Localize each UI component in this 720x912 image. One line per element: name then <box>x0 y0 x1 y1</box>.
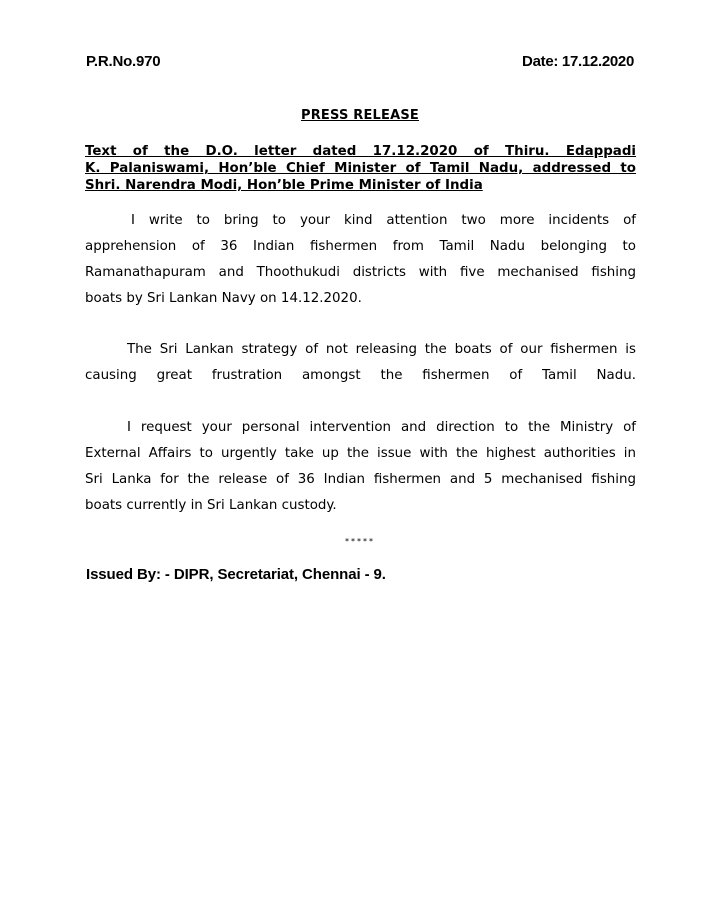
paragraph-line: boats by Sri Lankan Navy on 14.12.2020. <box>85 291 362 306</box>
paragraph-line: boats currently in Sri Lankan custody. <box>85 498 337 513</box>
section-separator: ***** <box>345 537 375 546</box>
paragraph-1 <box>85 208 636 312</box>
document-header <box>86 53 634 75</box>
paragraph-line: I write to bring to your kind attention two more incidents of <box>131 213 636 228</box>
document-title: PRESS RELEASE <box>300 108 420 123</box>
paragraph-line: causing great frustration amongst the fishermen of Tamil Nadu. <box>85 368 636 383</box>
paragraph-line: Sri Lanka for the release of 36 Indian fishermen and 5 mechanised fishing <box>85 472 636 487</box>
paragraph-3 <box>85 415 636 519</box>
subject-line: Shri. Narendra Modi, Hon’ble Prime Minister of India <box>85 178 483 193</box>
paragraph-2 <box>85 337 636 389</box>
release-date: Date: 17.12.2020 <box>522 53 634 70</box>
paragraph-line: I request your personal intervention and direction to the Ministry of <box>127 420 636 435</box>
paragraph-line: apprehension of 36 Indian fishermen from Tamil Nadu belonging to <box>85 239 636 254</box>
press-release-number: P.R.No.970 <box>86 53 161 70</box>
paragraph-line: The Sri Lankan strategy of not releasing the boats of our fishermen is <box>127 342 636 357</box>
paragraph-line: Ramanathapuram and Thoothukudi districts with five mechanised fishing <box>85 265 636 280</box>
subject-heading <box>85 143 636 194</box>
subject-line: K. Palaniswami, Hon’ble Chief Minister of Tamil Nadu, addressed to <box>85 161 636 176</box>
paragraph-line: External Affairs to urgently take up the issue with the highest authorities in <box>85 446 636 461</box>
issued-by-footer: Issued By: - DIPR, Secretariat, Chennai - 9. <box>86 566 386 583</box>
subject-line: Text of the D.O. letter dated 17.12.2020 of Thiru. Edappadi <box>85 144 636 159</box>
